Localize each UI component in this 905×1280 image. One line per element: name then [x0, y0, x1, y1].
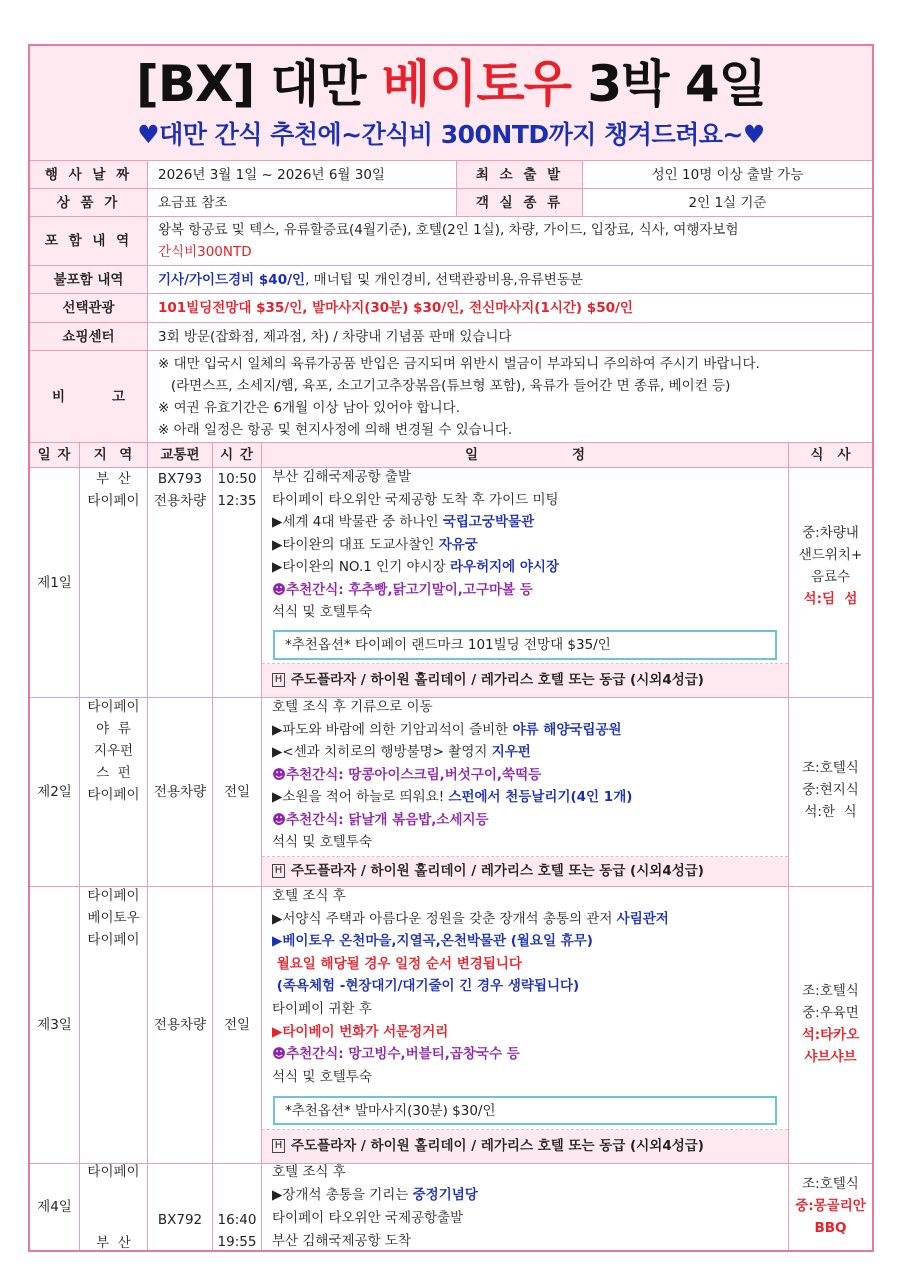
note-line: (라면스프, 소세지/햄, 육포, 소고기고추장볶음(튜브형 포함), 육류가 들어간 면 종류, 베이컨 등)	[158, 378, 731, 394]
min-departure-label: 최 소 출 발	[457, 161, 582, 188]
hotel-h-icon: H	[272, 1139, 285, 1153]
meal: 음료수	[810, 569, 851, 585]
plan-line: 석식 및 호텔투숙	[272, 604, 372, 620]
meal: 중:우육면	[802, 1005, 859, 1021]
period-label: 행 사 날 짜	[30, 161, 147, 188]
meal: 석:한 식	[804, 804, 857, 820]
page-subtitle: ♥대만 간식 추천에~간식비 300NTD까지 챙겨드려요~♥	[137, 120, 765, 149]
time: 16:40	[217, 1212, 257, 1228]
plan-line: ▶타이베이 번화가 서문정거리	[272, 1023, 449, 1040]
plan-line: 석식 및 호텔투숙	[272, 1068, 372, 1085]
plan-line: 부산 김해국제공항 도착	[272, 1233, 411, 1249]
region: 타이페이	[87, 932, 140, 948]
region: 야 류	[96, 721, 131, 737]
room-type-label: 객 실 종 류	[457, 189, 582, 216]
region: 타이페이	[87, 699, 140, 715]
region: 타이페이	[87, 888, 140, 904]
exclude-highlight: 기사/가이드경비 $40/인	[158, 271, 306, 288]
meal-dinner: 석:타카오	[801, 1027, 860, 1043]
day-2-transport: 전용차량	[153, 784, 207, 800]
col-time: 시 간	[213, 443, 261, 467]
snack-recommendation: ☻추천간식: 땅콩아이스크림,버섯구이,쑥떡등	[272, 766, 542, 783]
plan-line: ▶타이완의 대표 도교사찰인 자유궁	[272, 536, 478, 553]
include-text: 왕복 항공료 및 텍스, 유류할증료(4월기준), 호텔(2인 1실), 차량, 가이드, 입장료, 식사, 여행자보험	[158, 222, 739, 238]
day-4-transport: BX792	[157, 1212, 203, 1228]
region: 타이페이	[87, 493, 140, 509]
region: 부 산	[96, 1235, 131, 1251]
region: 스 펀	[96, 765, 131, 781]
meal: 중:차량내	[802, 525, 859, 541]
meal-lunch: BBQ	[814, 1220, 847, 1236]
meal: 샌드위치+	[798, 547, 863, 563]
snack-recommendation: ☻추천간식: 닭날개 볶음밥,소세지등	[272, 811, 489, 828]
exclude-label: 불포함 내역	[30, 266, 147, 293]
meal: 조:호텔식	[802, 760, 859, 776]
transport: BX793	[157, 471, 203, 487]
day-label: 제3일	[37, 1017, 72, 1033]
hotel-h-icon: H	[272, 673, 285, 687]
note-line: ※ 대만 입국시 일체의 육류가공품 반입은 금지되며 위반시 벌금이 부과되니 주의하여 주시기 바랍니다.	[158, 356, 760, 372]
plan-line: ▶장개석 총통을 기리는 중정기념당	[272, 1187, 478, 1203]
plan-line: 타이페이 타오위안 국제공항 도착 후 가이드 미팅	[272, 491, 559, 508]
period-value: 2026년 3월 1일 ~ 2026년 6월 30일	[158, 166, 385, 183]
notes-label: 비 고	[30, 351, 147, 442]
shopping-label: 쇼핑센터	[30, 323, 147, 350]
title-suffix: 3박 4일	[570, 55, 766, 113]
recommended-option-box: *추천옵션* 타이페이 랜드마크 101빌딩 전망대 $35/인	[273, 630, 777, 660]
plan-line: 호텔 조식 후	[272, 1164, 346, 1180]
meal: 조:호텔식	[802, 1176, 859, 1192]
plan-line: 석식 및 호텔투숙	[272, 834, 372, 850]
room-type-value: 2인 1실 기준	[688, 194, 767, 211]
plan-line: 월요일 해당될 경우 일정 순서 변경됩니다	[272, 955, 522, 972]
plan-line: 타이페이 귀환 후	[272, 1000, 372, 1017]
transport: 전용차량	[153, 493, 207, 509]
include-extra: 간식비300NTD	[158, 244, 252, 260]
region: 부 산	[96, 471, 131, 487]
option-tour-label: 선택관광	[30, 294, 147, 322]
region: 지우펀	[93, 743, 134, 759]
meal-dinner: 샤브샤브	[804, 1049, 857, 1065]
price-label: 상 품 가	[30, 189, 147, 216]
meal-lunch: 중:몽골리안	[795, 1198, 866, 1214]
meal: 중:현지식	[802, 782, 859, 798]
snack-recommendation: ☻추천간식: 후추빵,닭고기말이,고구마볼 등	[272, 581, 533, 598]
note-line: ※ 아래 일정은 항공 및 현지사정에 의해 변경될 수 있습니다.	[158, 422, 513, 438]
region: 타이페이	[87, 1164, 140, 1180]
plan-line: (족욕체험 -현장대기/대기줄이 긴 경우 생략됩니다)	[272, 978, 580, 995]
col-transport: 교통편	[148, 443, 212, 467]
price-value: 요금표 참조	[158, 194, 228, 211]
meal-dinner: 석:딤 섬	[803, 591, 858, 607]
meal: 조:호텔식	[802, 983, 859, 999]
plan-line: ▶베이토우 온천마을,지열곡,온천박물관 (월요일 휴무)	[272, 933, 593, 950]
plan-line: 호텔 조식 후 기류으로 이동	[272, 699, 433, 715]
plan-line: ▶타이완의 NO.1 인기 야시장 라우허지에 야시장	[272, 559, 560, 575]
title-accent: 베이토우	[381, 55, 571, 113]
day-label: 제4일	[37, 1199, 72, 1215]
time: 10:50	[217, 471, 257, 487]
title-prefix: [BX] 대만	[136, 55, 382, 113]
recommended-option-box: *추천옵션* 발마사지(30분) $30/인	[273, 1096, 777, 1125]
hotel-h-icon: H	[272, 864, 285, 878]
option-tour-value: 101빌딩전망대 $35/인, 발마사지(30분) $30/인, 전신마사지(1시간) $50/인	[158, 300, 633, 316]
col-day: 일 자	[30, 443, 79, 467]
day-3-time: 전일	[223, 1017, 251, 1033]
shopping-value: 3회 방문(잡화점, 제과점, 차) / 차량내 기념품 판매 있습니다	[158, 328, 512, 345]
day-3-transport: 전용차량	[153, 1017, 207, 1033]
region: 타이페이	[87, 787, 140, 803]
plan-line: 호텔 조식 후	[272, 888, 346, 904]
time: 12:35	[217, 493, 257, 509]
include-label: 포 함 내 역	[30, 217, 147, 265]
min-departure-value: 성인 10명 이상 출발 가능	[651, 166, 804, 183]
plan-line: 타이페이 타오위안 국제공항출발	[272, 1210, 464, 1226]
day-label: 제1일	[37, 574, 72, 591]
plan-line: ▶서양식 주택과 아름다운 정원을 갖춘 장개석 총통의 관저 사림관저	[272, 910, 669, 927]
col-plan: 일 정	[262, 443, 788, 467]
plan-line: ▶파도와 바람에 의한 기암괴석이 즐비한 야류 해양국립공원	[272, 721, 622, 738]
day-2-time: 전일	[223, 784, 251, 800]
time: 19:55	[217, 1234, 257, 1250]
col-region: 지 역	[80, 443, 147, 467]
hotel-info: H 주도플라자 / 하이원 홀리데이 / 레가리스 호텔 또는 동급 (시외4성급)	[262, 1130, 788, 1163]
plan-line: 부산 김해국제공항 출발	[272, 469, 411, 485]
day-label: 제2일	[37, 784, 72, 800]
note-line: ※ 여권 유효기간은 6개월 이상 남아 있어야 합니다.	[158, 400, 461, 416]
hotel-info: H 주도플라자 / 하이원 홀리데이 / 레가리스 호텔 또는 동급 (시외4성급)	[262, 857, 788, 886]
region: 베이토우	[87, 910, 140, 926]
document-border	[28, 44, 874, 1252]
plan-line: ▶소원을 적어 하늘로 띄워요! 스펀에서 천등날리기(4인 1개)	[272, 789, 633, 805]
snack-recommendation: ☻추천간식: 망고빙수,버블티,곱창국수 등	[272, 1046, 520, 1063]
hotel-info: H 주도플라자 / 하이원 홀리데이 / 레가리스 호텔 또는 동급 (시외4성급)	[262, 664, 788, 697]
plan-line: ▶세계 4대 박물관 중 하나인 국립고궁박물관	[272, 514, 535, 530]
plan-line: ▶<센과 치히로의 행방불명> 촬영지 지우펀	[272, 744, 531, 760]
exclude-rest: , 매너팁 및 개인경비, 선택관광비용,유류변동분	[305, 271, 583, 288]
col-meal: 식 사	[789, 443, 872, 467]
